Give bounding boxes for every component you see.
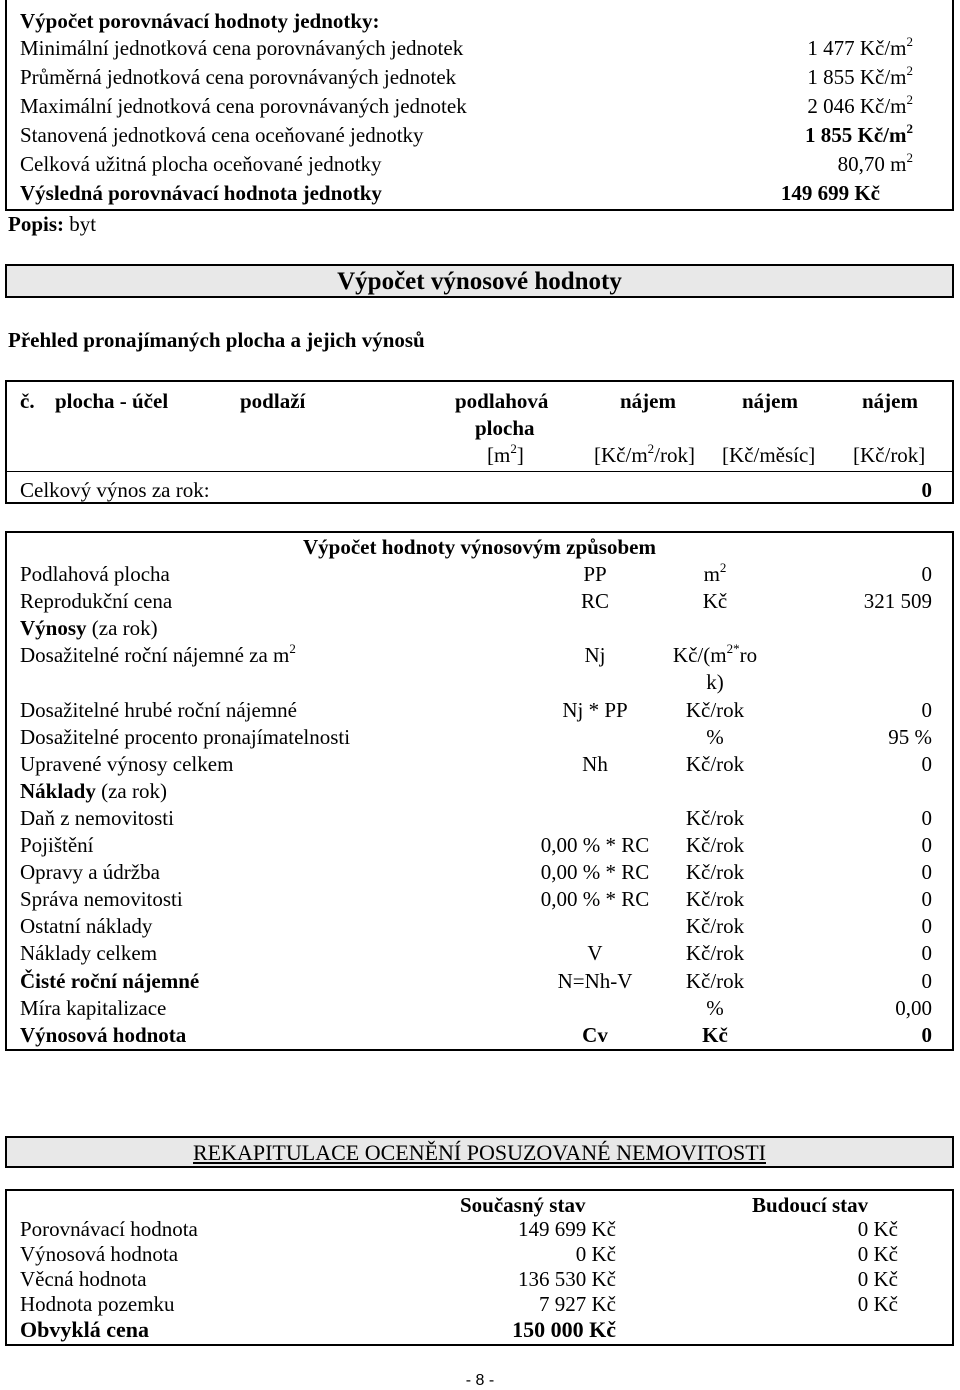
zpusob-unit-text: Kč/rok — [685, 833, 745, 857]
rekapitulace-soucasny: 136 530 Kč — [518, 1267, 616, 1291]
col-unit-1-b: /rok] — [654, 443, 695, 467]
zpusob-symbol: Nh — [582, 751, 608, 776]
zpusob-label-text: Upravené výnosy celkem — [20, 751, 234, 776]
zpusob-title: Výpočet hodnoty výnosovým způsobem — [303, 535, 656, 559]
porovnavaci-value — [805, 122, 913, 149]
zpusob-symbol: 0,00 % * RC — [540, 860, 650, 885]
porovnavaci-label: Minimální jednotková cena porovnávaných jednotek — [20, 36, 464, 60]
zpusob-label — [20, 588, 172, 615]
page-number: - 8 - — [465, 1372, 495, 1389]
zpusob-unit-text: Kč/rok — [685, 751, 745, 776]
zpusob-value: 95 % — [888, 724, 932, 749]
zpusob-label-text: Míra kapitalizace — [20, 995, 167, 1020]
zpusob-unit — [655, 886, 775, 913]
col-c: č. — [20, 389, 35, 413]
zpusob-value: 0 — [921, 562, 932, 586]
zpusob-value: 0 — [921, 805, 932, 830]
zpusob-unit-text: % — [706, 724, 724, 749]
col-budouci-stav: Budoucí stav — [752, 1193, 869, 1217]
porovnavaci-label: Celková užitná plocha oceňované jednotky — [20, 152, 382, 176]
porovnavaci-value-text: 1 477 Kč/m — [807, 36, 907, 60]
col-unit-2: [Kč/měsíc] — [722, 443, 816, 467]
zpusob-label — [20, 751, 233, 778]
rekapitulace-label: Hodnota pozemku — [20, 1292, 175, 1316]
rekapitulace-soucasny: 150 000 Kč — [512, 1317, 616, 1342]
zpusob-label — [20, 1022, 186, 1049]
zpusob-unit — [655, 561, 775, 588]
zpusob-label — [20, 778, 167, 805]
zpusob-unit-sup: 2* — [726, 641, 740, 657]
col-unit-1-sup: 2 — [647, 441, 655, 456]
porovnavaci-value-text: 1 855 Kč/m — [805, 123, 907, 147]
rekapitulace-budouci: 0 Kč — [857, 1217, 898, 1241]
najem-table-divider — [5, 471, 954, 472]
porovnavaci-label: Výsledná porovnávací hodnota jednotky — [20, 181, 382, 205]
zpusob-unit — [655, 968, 775, 995]
porovnavaci-value — [781, 180, 880, 207]
col-m2-unit-b: ] — [516, 443, 524, 467]
rekapitulace-label: Věcná hodnota — [20, 1267, 147, 1291]
zpusob-label — [20, 832, 94, 859]
zpusob-label-text: Dosažitelné procento pronajímatelnosti — [20, 724, 351, 749]
zpusob-unit — [655, 859, 775, 886]
col-m2-unit-a: [m — [487, 443, 511, 467]
zpusob-label — [20, 561, 170, 588]
porovnavaci-value-text: 80,70 m — [837, 152, 907, 176]
porovnavaci-value — [807, 35, 913, 62]
zpusob-unit-text: Kč/rok — [685, 697, 745, 722]
zpusob-symbol: Nj — [584, 643, 606, 668]
porovnavaci-value-sup: 2 — [906, 121, 913, 136]
rekapitulace-budouci: 0 Kč — [857, 1242, 898, 1266]
zpusob-label-text: Správa nemovitosti — [20, 887, 183, 912]
celkovy-vynos-value: 0 — [921, 478, 932, 502]
zpusob-unit-text: k) — [706, 670, 724, 695]
zpusob-label-text: Pojištění — [20, 833, 94, 857]
zpusob-unit-text: m — [703, 562, 720, 586]
zpusob-symbol: N=Nh-V — [557, 968, 633, 993]
zpusob-label — [20, 642, 296, 669]
col-m2-sup: 2 — [510, 441, 517, 456]
zpusob-label-text: Výnosy — [20, 616, 87, 641]
zpusob-label-rest: (za rok) — [95, 778, 167, 803]
rekapitulace-budouci: 0 Kč — [857, 1267, 898, 1291]
zpusob-unit — [655, 751, 775, 778]
zpusob-value: 0 — [921, 968, 932, 993]
zpusob-label-text: Reprodukční cena — [20, 589, 173, 614]
zpusob-label — [20, 805, 174, 832]
zpusob-unit — [655, 995, 775, 1022]
zpusob-unit-sup: 2 — [719, 560, 727, 575]
zpusob-unit-text: Kč — [702, 1022, 728, 1047]
zpusob-label-text: Náklady — [20, 778, 96, 803]
vynosova-subtitle: Přehled pronajímaných plocha a jejich výnosů — [8, 328, 425, 352]
porovnavaci-value — [838, 151, 913, 178]
zpusob-unit — [655, 1022, 775, 1049]
zpusob-label-text: Opravy a údržba — [20, 860, 160, 885]
rekapitulace-budouci: 0 Kč — [857, 1292, 898, 1316]
zpusob-unit — [655, 697, 775, 724]
zpusob-label — [20, 886, 183, 913]
col-podlahova: podlahová — [455, 389, 549, 413]
zpusob-label-rest: (za rok) — [86, 616, 158, 641]
zpusob-symbol: Nj * PP — [562, 697, 628, 722]
popis-value: byt — [69, 212, 97, 236]
zpusob-value: 0 — [921, 860, 932, 885]
col-soucasny-stav: Současný stav — [460, 1193, 586, 1217]
porovnavaci-value-text: 149 699 Kč — [780, 181, 880, 205]
zpusob-value: 0 — [921, 914, 932, 939]
porovnavaci-value-text: 1 855 Kč/m — [807, 65, 907, 89]
rekapitulace-title: REKAPITULACE OCENĚNÍ POSUZOVANÉ NEMOVITOSTI — [192, 1140, 766, 1165]
zpusob-label-text: Dosažitelné hrubé roční nájemné — [20, 697, 297, 722]
zpusob-label-text: Ostatní náklady — [20, 914, 153, 939]
zpusob-label — [20, 913, 152, 940]
porovnavaci-label: Maximální jednotková cena porovnávaných jednotek — [20, 94, 467, 118]
zpusob-unit-text: Kč — [702, 589, 728, 614]
zpusob-unit — [655, 940, 775, 967]
zpusob-symbol: Cv — [582, 1022, 608, 1047]
zpusob-unit — [655, 669, 775, 696]
zpusob-unit-text: % — [706, 995, 724, 1020]
col-unit-1 — [594, 443, 695, 468]
porovnavaci-title: Výpočet porovnávací hodnoty jednotky: — [20, 9, 380, 33]
zpusob-unit-text: Kč/rok — [685, 968, 745, 993]
zpusob-symbol: 0,00 % * RC — [540, 887, 650, 912]
zpusob-label-text: Daň z nemovitosti — [20, 805, 174, 830]
zpusob-unit-text: Kč/rok — [685, 941, 745, 966]
zpusob-label-sup: 2 — [289, 641, 296, 657]
porovnavaci-label: Stanovená jednotková cena oceňované jednotky — [20, 123, 424, 147]
porovnavaci-value-sup: 2 — [906, 34, 913, 49]
zpusob-unit-text: Kč/rok — [685, 805, 745, 830]
zpusob-value: 0,00 — [895, 995, 932, 1020]
popis — [8, 211, 96, 238]
zpusob-symbol: 0,00 % * RC — [540, 833, 650, 857]
porovnavaci-label: Průměrná jednotková cena porovnávaných jednotek — [20, 65, 457, 89]
col-najem-2: nájem — [742, 389, 798, 413]
zpusob-label-text: Výnosová hodnota — [20, 1022, 187, 1047]
popis-label: Popis: — [8, 212, 65, 236]
zpusob-value: 0 — [921, 887, 932, 912]
zpusob-label — [20, 615, 158, 642]
vynosova-title: Výpočet výnosové hodnoty — [5, 264, 954, 298]
col-unit-3: [Kč/rok] — [853, 443, 926, 467]
zpusob-unit-text: Kč/rok — [685, 887, 745, 912]
rekapitulace-soucasny: 0 Kč — [575, 1242, 616, 1266]
col-plocha-ucel: plocha - účel — [55, 389, 169, 413]
porovnavaci-value-text: 2 046 Kč/m — [807, 94, 907, 118]
zpusob-unit — [655, 913, 775, 940]
porovnavaci-value — [807, 64, 913, 91]
zpusob-unit-text: Kč/(m — [672, 643, 727, 668]
zpusob-unit-rest: ro — [739, 643, 758, 668]
porovnavaci-value — [807, 93, 913, 120]
porovnavaci-value-sup: 2 — [906, 150, 913, 165]
col-unit-1-a: [Kč/m — [594, 443, 648, 467]
porovnavaci-value-sup: 2 — [906, 92, 913, 107]
zpusob-value: 0 — [921, 941, 932, 966]
rekapitulace-label: Obvyklá cena — [20, 1317, 149, 1342]
col-najem-1: nájem — [620, 389, 676, 413]
zpusob-unit — [655, 588, 775, 615]
zpusob-label-text: Náklady celkem — [20, 941, 158, 966]
rekapitulace-title-box — [5, 1136, 954, 1168]
zpusob-value: 0 — [921, 697, 932, 722]
zpusob-unit — [655, 724, 775, 751]
zpusob-label-text: Dosažitelné roční nájemné za m — [20, 643, 290, 668]
zpusob-symbol: V — [587, 941, 603, 966]
col-m2-unit — [487, 443, 524, 468]
zpusob-label-text: Podlahová plocha — [20, 562, 170, 586]
zpusob-label — [20, 940, 157, 967]
zpusob-label — [20, 995, 166, 1022]
porovnavaci-value-sup: 2 — [906, 63, 913, 78]
zpusob-label — [20, 724, 350, 751]
col-plocha: plocha — [475, 416, 535, 440]
rekapitulace-label: Výnosová hodnota — [20, 1242, 179, 1266]
rekapitulace-soucasny: 149 699 Kč — [518, 1217, 616, 1241]
zpusob-unit — [655, 642, 775, 669]
zpusob-value: 0 — [921, 751, 932, 776]
rekapitulace-label: Porovnávací hodnota — [20, 1217, 198, 1241]
zpusob-unit — [655, 832, 775, 859]
col-najem-3: nájem — [862, 389, 918, 413]
zpusob-symbol: PP — [583, 562, 607, 586]
zpusob-symbol: RC — [580, 589, 609, 614]
zpusob-value: 0 — [921, 1022, 932, 1047]
zpusob-unit-text: Kč/rok — [685, 860, 745, 885]
zpusob-label — [20, 697, 297, 724]
rekapitulace-soucasny: 7 927 Kč — [539, 1292, 616, 1316]
zpusob-label — [20, 859, 160, 886]
zpusob-unit-text: Kč/rok — [685, 914, 745, 939]
zpusob-label-text: Čisté roční nájemné — [20, 968, 200, 993]
celkovy-vynos-label: Celkový výnos za rok: — [20, 478, 210, 502]
col-podlazi: podlaží — [240, 389, 306, 413]
zpusob-label — [20, 968, 199, 995]
zpusob-value: 321 509 — [863, 589, 932, 614]
zpusob-value: 0 — [921, 833, 932, 857]
zpusob-unit — [655, 805, 775, 832]
